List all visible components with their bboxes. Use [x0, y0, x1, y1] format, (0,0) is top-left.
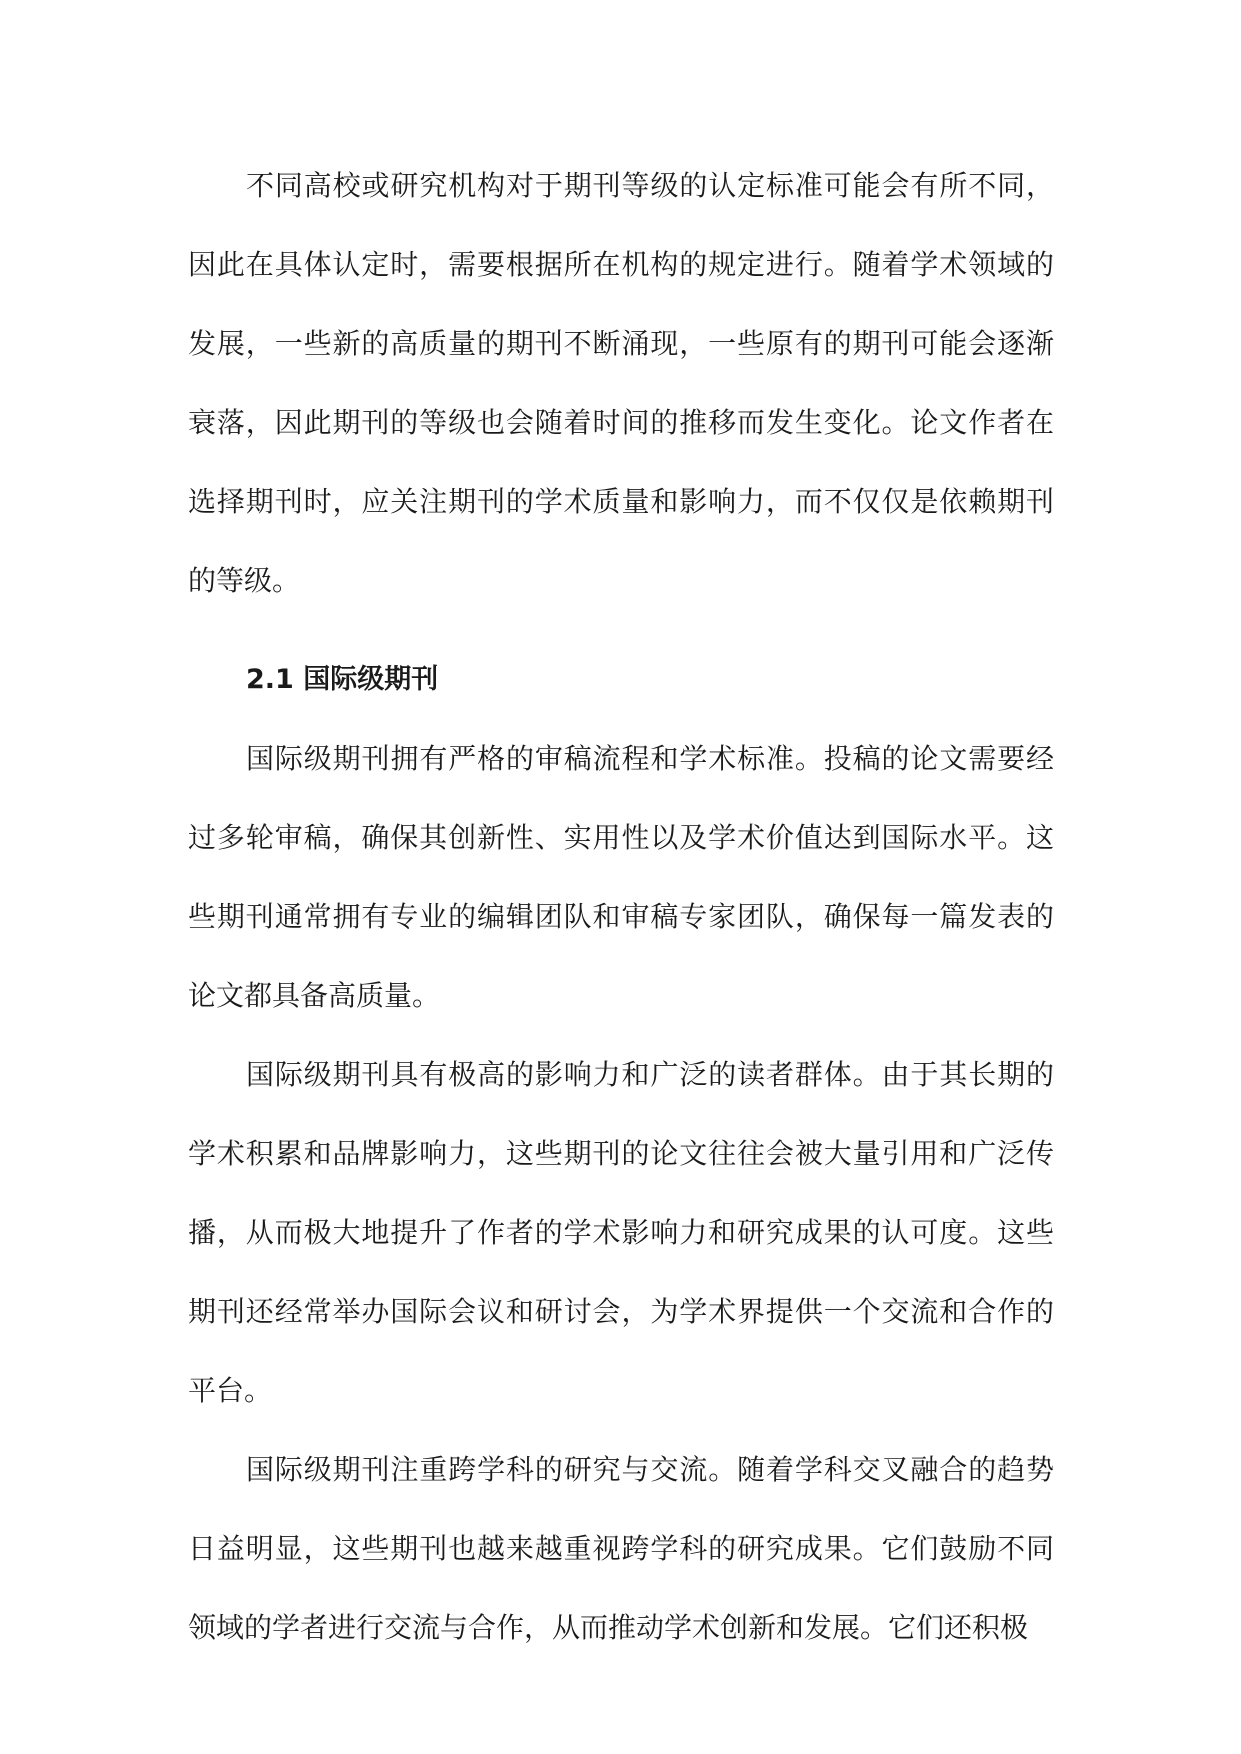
paragraph-interdisciplinary: 国际级期刊注重跨学科的研究与交流。随着学科交叉融合的趋势日益明显，这些期刊也越来越重视跨学科的研究成果。它们鼓励不同领域的学者进行交流与合作，从而推动学术创新和发展。它们还积极 [188, 1453, 1054, 1644]
document-body [188, 146, 1054, 1667]
paragraph-journal-grade-standards: 不同高校或研究机构对于期刊等级的认定标准可能会有所不同，因此在具体认定时，需要根据所在机构的规定进行。随着学术领域的发展，一些新的高质量的期刊不断涌现，一些原有的期刊可能会逐渐衰落，因此期刊的等级也会随着时间的推移而发生变化。论文作者在选择期刊时，应关注期刊的学术质量和影响力，而不仅仅是依赖期刊的等级。 [188, 169, 1054, 597]
paragraph-review-process: 国际级期刊拥有严格的审稿流程和学术标准。投稿的论文需要经过多轮审稿，确保其创新性、实用性以及学术价值达到国际水平。这些期刊通常拥有专业的编辑团队和审稿专家团队，确保每一篇发表的论文都具备高质量。 [188, 742, 1054, 1012]
paragraph-influence-readership: 国际级期刊具有极高的影响力和广泛的读者群体。由于其长期的学术积累和品牌影响力，这些期刊的论文往往会被大量引用和广泛传播，从而极大地提升了作者的学术影响力和研究成果的认可度。这些期刊还经常举办国际会议和研讨会，为学术界提供一个交流和合作的平台。 [188, 1058, 1054, 1407]
section-heading-international-journals: 2.1 国际级期刊 [246, 664, 439, 695]
